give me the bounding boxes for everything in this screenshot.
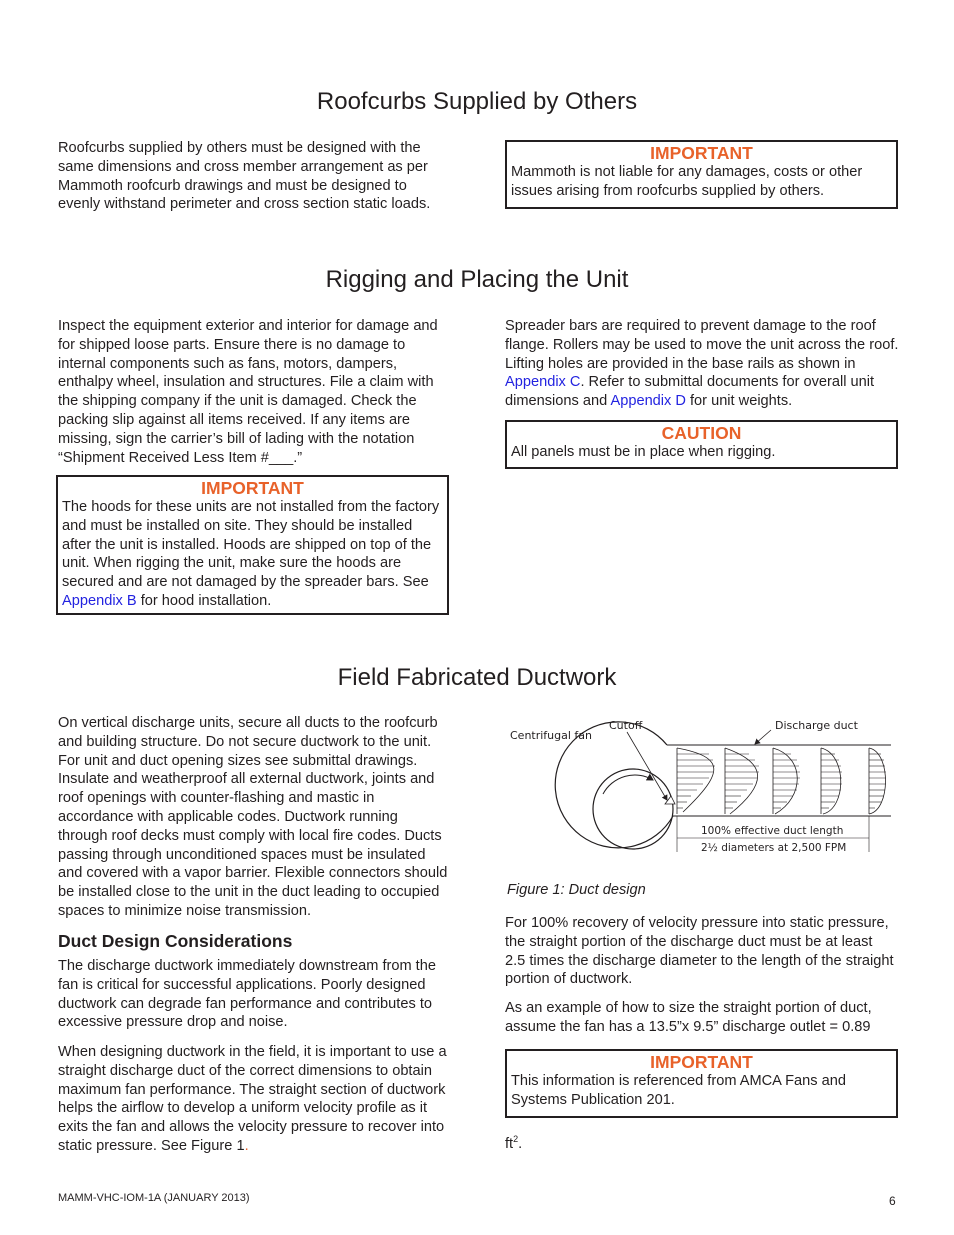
duct-design-paragraph: The discharge ductwork immediately downstream from the fan is critical for successful applications. Poorly designed ductwork can degrade fan performance and contributes to excessive pressure drop and noise.: [58, 958, 436, 1031]
label-effective-length: 100% effective duct length: [701, 825, 844, 837]
important-title: IMPORTANT: [201, 478, 304, 498]
ductwork-paragraph: On vertical discharge units, secure all ducts to the roofcurb and building structure. Do not secure ductwork to the unit. For unit and duct opening sizes see submittal drawings. Insulate and weatherproof all external ductwork, joints and roof openings with counter-flashing and mastic in accordance with applicable codes. Ductwork running through roof decks must comply with local fire codes. Ducts passing through unconditioned spaces must be insulated and covered with a vapor barrier. Flexible connectors should be installed close to the unit in the duct leading to occupied spaces to minimize noise transmission.: [58, 715, 448, 919]
ft-superscript: 2: [513, 1134, 519, 1144]
important-body: Mammoth is not liable for any damages, costs or other issues arising from roofcurbs supplied by others.: [511, 164, 863, 199]
rigging-text-3: for unit weights.: [685, 393, 793, 410]
important-body-text-end: for hood installation.: [136, 592, 272, 609]
appendix-c-link[interactable]: Appendix C: [505, 374, 581, 391]
important-body-text: The hoods for these units are not installed from the factory and must be installed on site. They should be installed after the unit is installed. Hoods are shipped on top of the unit. When rigging the unit, make sure the hoods are secured and are not damaged by the spreader bars. See: [62, 499, 440, 591]
caution-title: CAUTION: [661, 423, 742, 443]
label-discharge-duct: Discharge duct: [775, 719, 858, 732]
heading-rigging: Rigging and Placing the Unit: [325, 266, 629, 293]
important-box-amca: [505, 1049, 898, 1118]
appendix-d-link[interactable]: Appendix D: [610, 393, 686, 410]
label-diameters: 2½ diameters at 2,500 FPM: [701, 842, 847, 854]
velocity-pressure-paragraph: For 100% recovery of velocity pressure into static pressure, the straight portion of the discharge duct must be at least 2.5 times the discharge diameter to the length of the straight portion of ductwork.: [505, 915, 894, 988]
rigging-paragraph-left: Inspect the equipment exterior and interior for damage and for shipped loose parts. Ensure there is no damage to internal components such as fans, motors, dampers, enthalpy wheel, insulation and structures. File a claim with the shipping company if the unit is damaged. Check the packing slip against all items received. If any items are missing, sign the carrier’s bill of lading with the notation “Shipment Received Less Item #___.”: [58, 318, 438, 466]
heading-ductwork: Field Fabricated Ductwork: [337, 664, 617, 691]
duct-design-figure: [505, 712, 900, 880]
caution-box: [505, 420, 898, 469]
caution-body: All panels must be in place when rigging.: [511, 444, 776, 460]
roofcurbs-paragraph: Roofcurbs supplied by others must be designed with the same dimensions and cross member arrangement as per Mammoth roofcurb drawings and must be designed to evenly withstand perimeter and cross section static loads.: [58, 140, 431, 213]
rigging-paragraph-right: [505, 317, 900, 411]
important-box-hoods: [56, 475, 449, 615]
important-body: [62, 498, 443, 611]
duct-design-text-end: .: [244, 1137, 249, 1154]
duct-design-text: When designing ductwork in the field, it is important to use a straight discharge duct of the correct dimensions to obtain maximum fan performance. The straight section of ductwork helps the airflow to develop a uniform velocity profile as it exits the fan and allows the velocity pressure to recover into static pressure. See Figure 1: [58, 1044, 447, 1154]
footer-doc-id: MAMM-VHC-IOM-1A (JANUARY 2013): [58, 1192, 250, 1204]
important-body: This information is referenced from AMCA Fans and Systems Publication 201.: [511, 1073, 846, 1108]
page-number: 6: [889, 1194, 896, 1208]
appendix-b-link[interactable]: Appendix B: [62, 592, 137, 609]
ft-unit: ft: [505, 1135, 514, 1152]
rigging-text-2: . Refer to submittal documents for overall unit dimensions and: [505, 374, 875, 410]
label-centrifugal-fan: Centrifugal fan: [510, 729, 593, 742]
ft-period: .: [518, 1135, 523, 1152]
subheading-duct-design: Duct Design Considerations: [58, 931, 293, 951]
important-title: IMPORTANT: [650, 143, 753, 163]
heading-roofcurbs: Roofcurbs Supplied by Others: [316, 88, 638, 115]
ft2-text: [505, 1130, 522, 1154]
duct-design-paragraph-2: [58, 1043, 450, 1156]
important-box-roofcurbs: [505, 140, 898, 209]
label-cutoff: Cutoff: [609, 719, 643, 732]
rigging-text-1: Spreader bars are required to prevent damage to the roof flange. Rollers may be used to move the unit across the roof. Lifting holes are provided in the base rails as shown in: [505, 318, 899, 372]
figure-caption: Figure 1: Duct design: [507, 882, 646, 898]
important-title: IMPORTANT: [650, 1052, 753, 1072]
duct-example-paragraph: As an example of how to size the straight portion of duct, assume the fan has a 13.5”x 9.5” discharge outlet = 0.89: [505, 1000, 872, 1035]
